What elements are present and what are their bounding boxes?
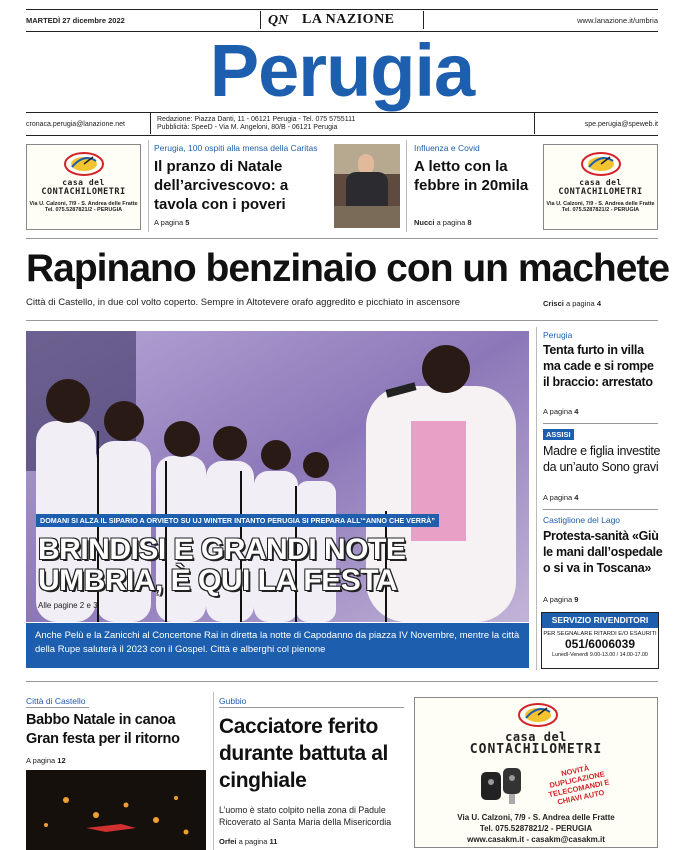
main-page-ref: Crisci a pagina 4 (543, 299, 601, 308)
ad-contachilometri-big[interactable] (414, 697, 658, 848)
story-page-ref: A pagina 5 (154, 218, 190, 227)
service-hours: Lunedì-Venerdì 9.00-13.00 / 14.00-17.00 (552, 652, 648, 658)
city-title: Perugia (209, 29, 475, 112)
ad-name-1: casa del (505, 730, 567, 744)
car-keys-icon (479, 764, 523, 804)
redazione-line-2: Pubblicità: SpeeD - Via M. Angeloni, 80/B - 06121 Perugia (157, 124, 338, 131)
service-sub: PER SEGNALARE RITARDI E/O ESAURITI (543, 631, 657, 637)
ad-name-2: CONTACHILOMETRI (469, 742, 603, 757)
bottom-mid-headline[interactable]: Cacciatore ferito durante battuta al cinghiale (219, 715, 388, 792)
qn-logo: QN (268, 13, 289, 28)
sidebar-headline-3[interactable]: Protesta-sanità «Giù le mani dall’ospedale o si va in Toscana» (543, 529, 663, 575)
influenza-headline[interactable]: A letto con la febbre in 20mila (414, 158, 529, 194)
ad-name-1: casa del (579, 178, 622, 187)
influenza-page-ref: Nucci a pagina 8 (414, 218, 472, 227)
servizio-rivenditori-box (541, 612, 659, 669)
redazione-line-1: Redazione: Piazza Danti, 11 - 06121 Perugia - Tel. 075 5755111 (157, 116, 356, 123)
bottom-mid-page-ref: Orfei a pagina 11 (219, 837, 278, 846)
ad-web[interactable]: www.casakm.it - casakm@casakm.it (467, 835, 605, 844)
photo-caption: Anche Pelù e la Zanicchi al Concertone Rai in diretta la notte di Capodanno da piazza IV Novembre, mentre la città della Rupe saluterà il 2023 con il Gospel. Città e alberghi col pienone (26, 623, 529, 668)
sidebar-page-ref-2: A pagina 4 (543, 493, 579, 502)
bottom-mid-summary: L’uomo è stato colpito nella zona di Padule Ricoverato al Santa Maria della Misericordia (219, 805, 392, 827)
contachilometri-logo-icon (62, 151, 106, 177)
story-tag-influenza: Influenza e Covid (414, 143, 480, 153)
photo-headline[interactable] (38, 534, 405, 596)
sidebar-page-ref-3: A pagina 9 (543, 595, 579, 604)
ad-name-1: casa del (62, 178, 105, 187)
ad-name-2: CONTACHILOMETRI (558, 187, 643, 197)
ad-promo: NOVITÀ DUPLICAZIONE TELECOMANDI E CHIAVI AUTO (547, 763, 611, 807)
sidebar-page-ref-1: A pagina 4 (543, 407, 579, 416)
site-url[interactable]: www.lanazione.it/umbria (577, 16, 658, 25)
ad-contachilometri-right[interactable] (543, 144, 658, 230)
sidebar-headline-2[interactable]: Madre e figlia investite da un’auto Sono gravi (543, 444, 661, 474)
sidebar-tag-assisi: ASSISI (543, 429, 574, 440)
ad-address: Via U. Calzoni, 7/9 - S. Andrea delle Fratte (457, 813, 615, 822)
top-rule (26, 9, 658, 10)
canoa-photo (26, 770, 206, 850)
paper-name: LA NAZIONE (302, 12, 395, 27)
ad-name-2: CONTACHILOMETRI (41, 187, 126, 197)
service-title: SERVIZIO RIVENDITORI (542, 613, 658, 628)
sidebar-headline-1[interactable]: Tenta furto in villa ma cade e si rompe il braccio: arrestato (543, 343, 654, 389)
ad-address: Via U. Calzoni, 7/9 - S. Andrea delle Fratte (29, 201, 138, 207)
ad-contachilometri-left[interactable] (26, 144, 141, 230)
ad-address: Via U. Calzoni, 7/9 - S. Andrea delle Fratte (546, 201, 655, 207)
bottom-left-headline[interactable]: Babbo Natale in canoa Gran festa per il ritorno (26, 712, 180, 747)
photo-kicker: DOMANI SI ALZA IL SIPARIO A ORVIETO SU UJ WINTER INTANTO PERUGIA SI PREPARA ALL’“ANNO CHE VERRÀ” (36, 514, 439, 527)
photo-headline-line-1: BRINDISI E GRANDI NOTE (38, 533, 406, 566)
main-headline[interactable]: Rapinano benzinaio con un machete (26, 247, 670, 290)
bottom-left-tag: Città di Castello (26, 696, 86, 706)
story-headline[interactable]: Il pranzo di Natale dell’arcivescovo: a tavola con i poveri (154, 158, 289, 213)
ad-phone: Tel. 075.5287821/2 - PERUGIA (561, 207, 640, 213)
archbishop-photo (334, 144, 400, 228)
sidebar-tag-perugia: Perugia (543, 330, 573, 340)
sidebar-tag-castiglione: Castiglione del Lago (543, 515, 621, 525)
story-tag: Perugia, 100 ospiti alla mensa della Caritas (154, 143, 318, 153)
email-left[interactable]: cronaca.perugia@lanazione.net (26, 121, 125, 128)
bottom-mid-tag: Gubbio (219, 696, 247, 706)
email-right[interactable]: spe.perugia@speweb.it (584, 121, 658, 128)
ad-phone: Tel. 075.5287821/2 - PERUGIA (44, 207, 123, 213)
photo-pages: Alle pagine 2 e 3 (38, 601, 98, 610)
ad-phone: Tel. 075.5287821/2 - PERUGIA (479, 824, 593, 833)
issue-date: MARTEDÌ 27 dicembre 2022 (26, 16, 125, 25)
main-summary: Città di Castello, in due col volto coperto. Sempre in Altotevere orafo aggredito e picchiato in ascensore (26, 297, 461, 308)
bottom-left-page-ref: A pagina 12 (26, 756, 66, 765)
service-phone[interactable]: 051/6006039 (564, 637, 636, 651)
photo-headline-line-2: UMBRIA, È QUI LA FESTA (38, 564, 397, 597)
contachilometri-logo-icon (579, 151, 623, 177)
